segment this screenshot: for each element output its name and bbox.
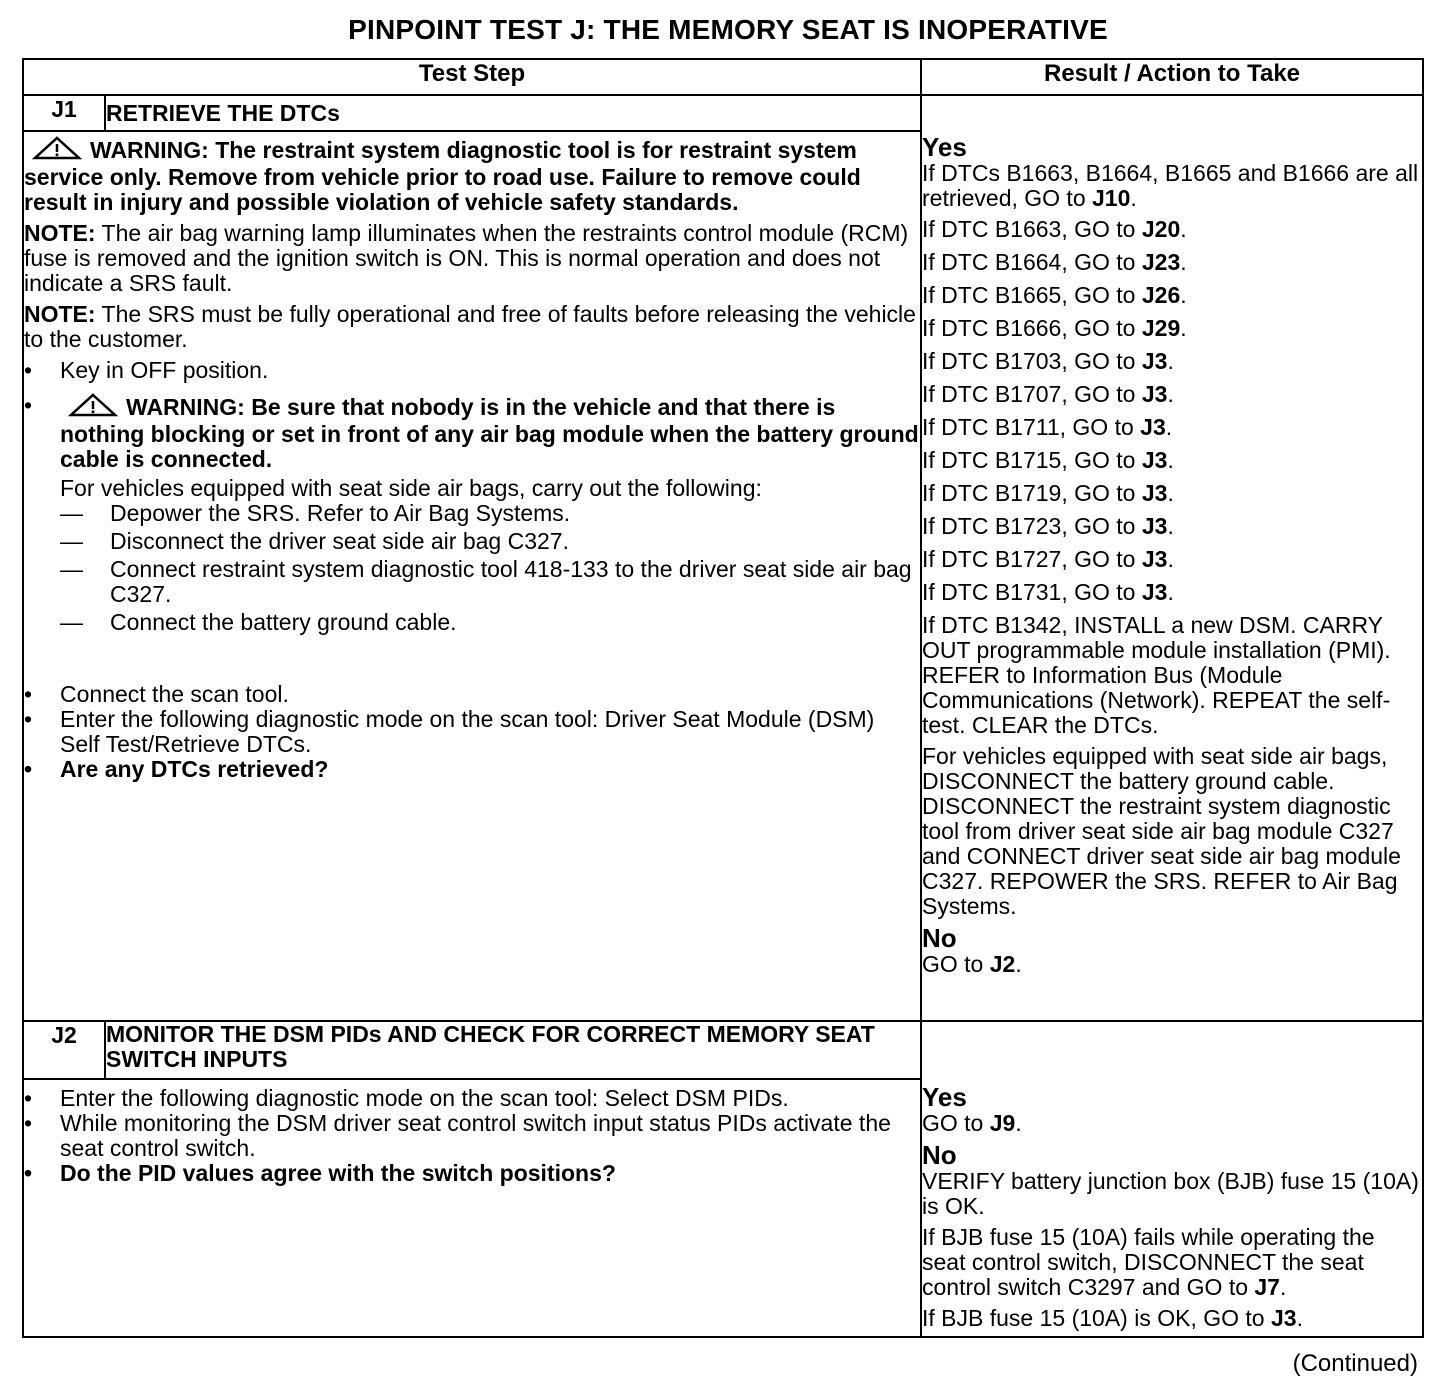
dtc-result-row: If DTC B1707, GO to J3. (922, 381, 1174, 407)
header-result: Result / Action to Take (921, 59, 1423, 95)
dtc-result-row: If DTC B1703, GO to J3. (922, 348, 1174, 374)
result-line: If DTCs B1663, B1664, B1665 and B1666 are all retrieved, GO to J10. (922, 160, 1419, 211)
list-item: • Key in OFF position. (24, 357, 269, 383)
step-j2-title-row (23, 1021, 1423, 1079)
note-srs: NOTE: The SRS must be fully operational and free of faults before releasing the vehicle to the customer. (24, 301, 916, 352)
continued-label: (Continued) (1292, 1350, 1418, 1377)
warning-restraint-tool: WARNING: The restraint system diagnostic tool is for restraint system service only. Remove from vehicle prior to road use. Failure to remove could result in injury and possible violation of vehicle safety standards. (24, 137, 861, 215)
warning-triangle-icon (32, 136, 82, 165)
dtc-result-list (922, 217, 1422, 605)
dash-item: — Connect restraint system diagnostic tool 418-133 to the driver seat side air bag C327. (60, 556, 912, 607)
dtc-result-row: If DTC B1723, GO to J3. (922, 513, 1174, 539)
step-id-j1: J1 (23, 95, 105, 131)
result-j1 (921, 95, 1423, 1021)
result-j2 (921, 1021, 1423, 1337)
dtc-result-row: If DTC B1715, GO to J3. (922, 447, 1174, 473)
dtc-result-row: If DTC B1663, GO to J20. (922, 216, 1187, 242)
list-item: • Connect the scan tool. (24, 681, 289, 707)
header-test-step: Test Step (23, 59, 921, 95)
list-item: • While monitoring the DSM driver seat control switch input status PIDs activate the seat control switch. (24, 1110, 891, 1161)
dtc-result-row: If DTC B1664, GO to J23. (922, 249, 1187, 275)
result-line: VERIFY battery junction box (BJB) fuse 15 (10A) is OK. (922, 1168, 1419, 1219)
result-line: If BJB fuse 15 (10A) is OK, GO to J3. (922, 1305, 1303, 1331)
step-id-j2: J2 (23, 1021, 105, 1079)
dash-item: — Connect the battery ground cable. (60, 609, 457, 635)
dtc-result-row: If DTC B1727, GO to J3. (922, 546, 1174, 572)
dtc-result-row: If DTC B1711, GO to J3. (922, 414, 1173, 440)
dtc-result-row: If DTC B1665, GO to J26. (922, 282, 1187, 308)
step-body-j2 (23, 1079, 921, 1337)
pinpoint-test-table (22, 58, 1424, 1338)
step-title-j1: RETRIEVE THE DTCs (105, 95, 921, 131)
no-label: No (922, 923, 957, 953)
yes-label: Yes (922, 1082, 967, 1112)
list-item: • Enter the following diagnostic mode on the scan tool: Driver Seat Module (DSM) Self Test/Retrieve DTCs. (24, 706, 875, 757)
table-header-row (23, 59, 1423, 95)
yes-label: Yes (922, 132, 967, 162)
dtc-result-row: If DTC B1731, GO to J3. (922, 579, 1174, 605)
dtc-result-row: If DTC B1719, GO to J3. (922, 480, 1174, 506)
seat-side-block (24, 476, 920, 635)
list-item: • Enter the following diagnostic mode on the scan tool: Select DSM PIDs. (24, 1085, 789, 1111)
list-item-warning: • WARNING: Be sure that nobody is in the vehicle and that there is nothing blocking or set in front of any air bag module when the battery ground cable is connected. (24, 392, 919, 472)
seat-side-intro: For vehicles equipped with seat side air bags, carry out the following: (60, 475, 762, 501)
result-line: GO to J9. (922, 1110, 1022, 1136)
warning-triangle-icon (68, 393, 118, 422)
dtc-result-row: If DTC B1666, GO to J29. (922, 315, 1187, 341)
dash-list (60, 501, 920, 635)
note-airbag-lamp: NOTE: The air bag warning lamp illuminates when the restraints control module (RCM) fuse is removed and the ignition switch is ON. This is normal operation and does not indicate a SRS fault. (24, 220, 909, 296)
result-line: GO to J2. (922, 951, 1022, 977)
step-j1-title-row (23, 95, 1423, 131)
dash-item: — Disconnect the driver seat side air bag C327. (60, 528, 569, 554)
no-label: No (922, 1140, 957, 1170)
list-item-question: • Are any DTCs retrieved? (24, 756, 329, 782)
dash-item: — Depower the SRS. Refer to Air Bag Systems. (60, 500, 571, 526)
result-seat-side: For vehicles equipped with seat side air bags, DISCONNECT the battery ground cable. DISCONNECT the restraint system diagnostic tool from driver seat side air bag module C327 and CONNECT driver seat side air bag module C327. REPOWER the SRS. REFER to Air Bag Systems. (922, 743, 1401, 919)
list-item-question: • Do the PID values agree with the switch positions? (24, 1160, 616, 1186)
page-title: PINPOINT TEST J: THE MEMORY SEAT IS INOPERATIVE (348, 14, 1108, 45)
result-b1342: If DTC B1342, INSTALL a new DSM. CARRY OUT programmable module installation (PMI). REFER to Information Bus (Module Communications (Network). REPEAT the self-test. CLEAR the DTCs. (922, 612, 1391, 738)
step-body-j1 (23, 131, 921, 1021)
result-line: If BJB fuse 15 (10A) fails while operating the seat control switch, DISCONNECT the seat control switch C3297 and GO to J7. (922, 1224, 1375, 1300)
step-title-j2: MONITOR THE DSM PIDs AND CHECK FOR CORRECT MEMORY SEAT SWITCH INPUTS (105, 1021, 921, 1079)
